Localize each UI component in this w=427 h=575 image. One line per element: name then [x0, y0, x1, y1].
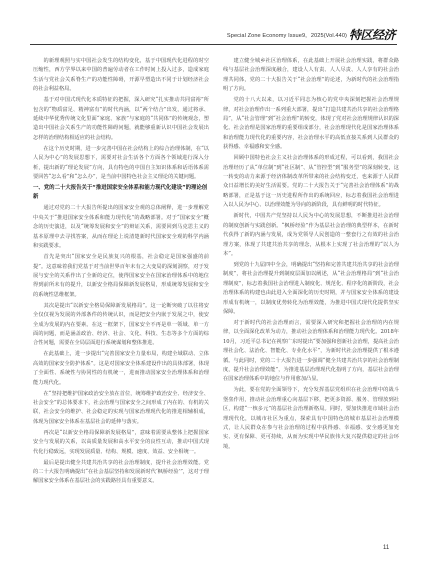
- body-paragraph: 新时代，中国共产党坚持以人民为中心的发展思想，不断推进社会治理的制度创新与实践创新。“枫桥经验”作为基层社会治理的典型样本，在新时代获得了新的内涵与发展，成为党领导人民创造的一整套行之有效的社会治理方案，体现了共建共治共享的理念，从根本上实现了社会治理的“以人为本”。: [223, 213, 399, 257]
- body-paragraph: 在此基础上，进一步提出“完善国家安全力量布局，构建全域联动、立体高效的国家安全防护体系”。这是对国家安全体系建设作出的具体部署，体现了全面性、系统性与协同性的有机统一，进而推动国家安全治理体系和治理能力现代化。: [33, 351, 209, 386]
- journal-info: Special Zone Economy Issue9，2025(Vol.440): [226, 33, 347, 39]
- body-paragraph: 其次是提出“以新安全格局保障新发展格局”。这一论断突破了以往将安全仅仅视为发展的外部条件的传统认识，而是把安全内嵌于发展之中，使安全成为发展的内在要素。在这一框架下，国家安全不再是单一领域、单一方面的问题，而是涵盖政治、经济、社会、文化、科技、生态等多个方面的综合性问题，需要在全局层面进行系统谋划和整体推进。: [33, 302, 209, 347]
- body-paragraph: 通过对党的二十大报告所提出的国家安全观的总体阐释，进一步理解党中央关于“推进国家安全体系和能力现代化”的战略部署。对于“国家安全”概念的历史演进，以及“统筹发展和安全”的辩证关系，需要回到马克思主义的基本原理中去寻找答案，从而在理论上说清楚新时代国家安全观的科学内涵和实践要求。: [33, 205, 209, 250]
- body-paragraph: 回顾中国特色社会主义社会治理体系的形成过程，可以看到，我国社会治理经历了从“单位制”到“社区制”、从“管控型”到“服务型”的深刻转变，这一转变的动力来源于经济体制改革所带来的社会结构变迁，也来源于人民群众日益增长的美好生活需要。党的二十大报告关于“完善社会治理体系”的战略部署，正是基于这一历史进程所作出的系统回应，标志着我国社会治理进入以人民为中心、以治理效能为导向的新阶段，具有鲜明的时代特征。: [223, 155, 399, 209]
- body-paragraph: 到党的十九届四中全会，明确提出“坚持和完善共建共治共享的社会治理制度”，将社会治理提升到制度层面加以阐述，从“社会治理格局”到“社会治理制度”，标志着我国社会治理进入制度化、规范化、程序化的新阶段，社会治理体系的构建也由此进入全面深化的历史时期，并与国家安全体系的建设形成有机统一，以制度优势转化为治理效能，为推进中国式现代化提供坚实保障。: [223, 261, 399, 315]
- left-column: [33, 57, 209, 488]
- body-paragraph: 对于新时代的社会治理而言，需要深入研究和把握社会治理的内在规律，以全面深化改革为动力，推动社会治理体系和治理能力现代化。2018年10月，习近平总书记在视察广东时提出“要加强和创新社会治理，提高社会治理社会化、法治化、智能化、专业化水平”，为新时代社会治理提供了根本遵循。与此同时，党的二十大报告进一步强调“健全共建共治共享的社会治理制度，提升社会治理效能”，为推进基层治理现代化指明了方向，基层社会治理在国家治理体系中的地位与作用愈加凸显。: [223, 319, 399, 383]
- body-paragraph: 党的十八大以来，以习近平同志为核心的党中央深刻把握社会治理规律，对社会治理作出一系列重大部署，提出“打造共建共治共享的社会治理格局”，从“社会管理”到“社会治理”的转变，体现了党对社会治理规律认识的深化。社会治理是国家治理的重要组成部分，社会治理现代化是国家治理体系和治理能力现代化的重要内容，社会治理水平的高低直接关系到人民群众的获得感、幸福感和安全感。: [223, 97, 399, 151]
- page-header: [0, 0, 427, 44]
- body-paragraph: 基于对中国式现代化本质特征的把握，深入研究“扎实推动共同富裕”所包含的“物质富足、精神富有”的时代内涵，以“两个结合”出发，通过将承、延续中华优秀传统文化里面“家庭、家族”与家庭的“共同体”的传统观念，塑造出中国社会关系生产的功能性障碍问题，就能够重新认识中国社会发展出怎样的治理结构相适应的社会结构。: [33, 97, 209, 141]
- body-paragraph: 在“坚持把维护国家政治安全放在首位，统筹维护政治安全、经济安全、社会安全”的总体要求下，社会治理与国家安全之间形成了内在的、有机的关联，社会安全的维护、社会稳定的实现与国家治理现代化的推进相辅相成，体现为国家安全体系在基层社会的延伸与落实。: [33, 390, 209, 425]
- body-paragraph: 的新理观照与实中国社会发生的结构变化，基于中国现代化进程的时空压缩性，西方学界以来中国的普遍劳动者在工作时间上投入过多，造成家庭生活与党社会关系脊生产的功能性障碍，开源早塑造出不同于计划经济社会的社会利益格局。: [33, 58, 209, 93]
- body-paragraph: 最后是提出健全共建共治共享的社会治理制度，提升社会治理效能。党的二十大报告明确提出“在社会基层坚持和发展新时代‘枫桥经验’”，这对于理解国家安全体系在基层社会的实践路径具有重要意义。: [33, 459, 209, 485]
- header-rule: [30, 44, 397, 45]
- body-paragraph: 建立健全城乡社区治理体系，在此基础上开展社会治理实践，将群众路线与基层社会治理深度融合，建设人人有责、人人尽责、人人享有的社会治理共同体，党的二十大报告关于“社会治理”的论述，为新时代的社会治理指明了方向。: [223, 58, 399, 93]
- right-column: [223, 57, 399, 454]
- body-paragraph: 在这个历史时期，进一步完善中国在社会结构上的综合治理体制，在“以人民为中心”的发展思想下，需要对社会生活各个方面各个领域进行深入分析，提出新的“理论发展”方向，具有特色的中国自主知识体系和话语体系需要回答“怎么看”和“怎么办”，是当前中国特色社会主义理论的关键问题。: [33, 145, 209, 181]
- page-number: 11: [383, 545, 390, 551]
- section-heading: 一、党的二十大报告关于“推进国家安全体系和能力现代化建设”的理论创新: [33, 185, 208, 201]
- body-paragraph: 为此，要在党的全面领导下，充分发挥基层党组织在社会治理中的战斗堡垒作用，推动社会治理重心向基层下移，把更多资源、服务、管理放到社区，构建“一核多元”的基层社会治理新格局。同时，要加快推进市域社会治理现代化，以城市社区为重点，探索具有中国特色的城市基层社会治理模式，让人民群众在参与社会治理的过程中获得感、幸福感、安全感更加充实、更有保障、更可持续，从而为实现中华民族伟大复兴提供稳定的社会环境。: [223, 387, 399, 450]
- body-paragraph: 再次是“以新安全格局保障新发展格局”，意味着需要从整体上把握国家安全与发展的关系，以高质量发展和高水平安全的良性互动，推动中国式现代化行稳致远，实现发展质量、结构、规模、速度、效益、安全相统一。: [33, 429, 209, 455]
- body-paragraph: 首先是突出“国家安全是民族复兴的根基，社会稳定是国家强盛的前提”。这意味着我们党基于对当前世界百年未有之大变局的深刻洞察，对于发展与安全的关系作出了全新的定位，使得国家安全在国家治理体系中的地位得到前所未有的提升，以新安全格局保障新发展格局，形成统筹发展和安全的系统性思维框架。: [33, 254, 209, 298]
- journal-logo: 特区经济: [348, 28, 395, 42]
